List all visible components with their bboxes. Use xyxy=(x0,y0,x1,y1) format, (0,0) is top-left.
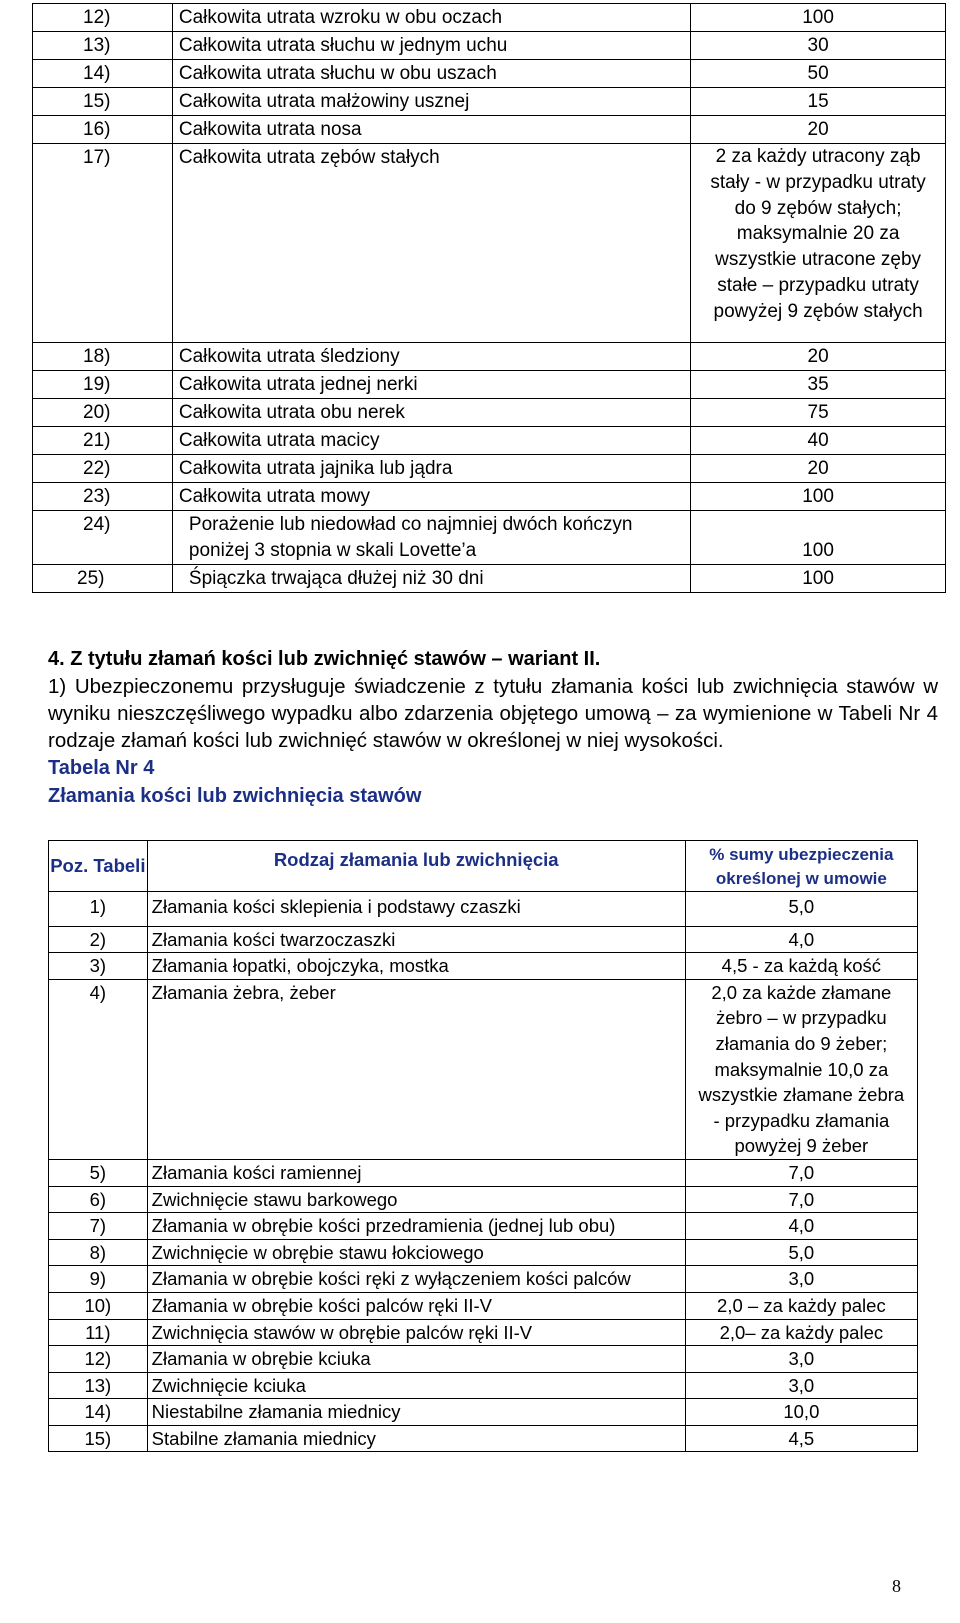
row-value: 20 xyxy=(691,454,946,482)
row-description: Złamania kości sklepienia i podstawy czaszki xyxy=(147,892,685,927)
row-value: 2,0 – za każdy palec xyxy=(685,1292,917,1319)
row-number: 13) xyxy=(33,32,173,60)
row-value: 3,0 xyxy=(685,1346,917,1373)
section-paragraph: 1) Ubezpieczonemu przysługuje świadczenie z tytułu złamania kości lub zwichnięcia stawów w wyniku nieszczęśliwego wypadku albo zdarzenia objętego umową – za wymienione w Tabeli Nr 4 rodzaje złamań kości lub zwichnięć stawów w określonej w niej wysokości. xyxy=(48,675,938,752)
table-row xyxy=(33,342,946,370)
row-number: 20) xyxy=(33,398,173,426)
row-description: Złamania łopatki, obojczyka, mostka xyxy=(147,953,685,980)
table-row xyxy=(49,1186,918,1213)
row-value: 50 xyxy=(691,60,946,88)
table-row xyxy=(49,926,918,953)
table-label: Tabela Nr 4 xyxy=(48,757,155,779)
row-value: 100 xyxy=(691,510,946,564)
table-row xyxy=(33,482,946,510)
row-value: 4,0 xyxy=(685,926,917,953)
row-value: 4,5 xyxy=(685,1425,917,1452)
row-description: Całkowita utrata śledziony xyxy=(172,342,690,370)
row-description: Całkowita utrata mowy xyxy=(172,482,690,510)
row-description: Zwichnięcie w obrębie stawu łokciowego xyxy=(147,1239,685,1266)
row-number: 16) xyxy=(33,116,173,144)
row-value: 10,0 xyxy=(685,1399,917,1426)
row-number: 5) xyxy=(49,1159,148,1186)
row-number: 15) xyxy=(49,1425,148,1452)
row-value: 5,0 xyxy=(685,1239,917,1266)
row-description: Zwichnięcia stawów w obrębie palców ręki II-V xyxy=(147,1319,685,1346)
row-number: 14) xyxy=(49,1399,148,1426)
table-row xyxy=(33,398,946,426)
row-description: Całkowita utrata obu nerek xyxy=(172,398,690,426)
row-value: 30 xyxy=(691,32,946,60)
table-row xyxy=(49,1239,918,1266)
table-row xyxy=(33,426,946,454)
row-description: Całkowita utrata zębów stałych xyxy=(172,144,690,343)
table-row xyxy=(33,510,946,564)
row-value: 7,0 xyxy=(685,1159,917,1186)
row-number: 18) xyxy=(33,342,173,370)
row-description: Zwichnięcie kciuka xyxy=(147,1372,685,1399)
injury-table-continued xyxy=(32,3,946,593)
table-row xyxy=(49,1292,918,1319)
row-value: 2,0 za każde złamane żebro – w przypadku złamania do 9 żeber; maksymalnie 10,0 za wszystkie złamane żebra - przypadku złamania powyżej 9 żeber xyxy=(685,979,917,1159)
row-number: 15) xyxy=(33,88,173,116)
row-number: 3) xyxy=(49,953,148,980)
table-row xyxy=(49,979,918,1159)
table-row xyxy=(33,4,946,32)
page-number: 8 xyxy=(892,1576,901,1596)
table-title: Złamania kości lub zwichnięcia stawów xyxy=(48,785,422,807)
row-number: 2) xyxy=(49,926,148,953)
row-value: 2,0– za każdy palec xyxy=(685,1319,917,1346)
row-number: 19) xyxy=(33,370,173,398)
table-row xyxy=(49,1399,918,1426)
row-description: Całkowita utrata słuchu w obu uszach xyxy=(172,60,690,88)
row-number: 25) xyxy=(33,564,173,592)
row-value: 3,0 xyxy=(685,1372,917,1399)
row-number: 7) xyxy=(49,1213,148,1240)
row-description: Całkowita utrata słuchu w jednym uchu xyxy=(172,32,690,60)
table-row xyxy=(49,1425,918,1452)
row-number: 10) xyxy=(49,1292,148,1319)
table-row xyxy=(49,1372,918,1399)
row-description: Złamania żebra, żeber xyxy=(147,979,685,1159)
header-percent: % sumy ubezpieczenia określonej w umowie xyxy=(685,841,917,892)
row-value: 5,0 xyxy=(685,892,917,927)
table-row xyxy=(33,88,946,116)
row-value: 20 xyxy=(691,342,946,370)
row-number: 6) xyxy=(49,1186,148,1213)
row-description: Złamania w obrębie kciuka xyxy=(147,1346,685,1373)
table-row xyxy=(33,144,946,343)
table-row xyxy=(49,892,918,927)
row-description: Stabilne złamania miednicy xyxy=(147,1425,685,1452)
row-description: Porażenie lub niedowład co najmniej dwóch kończyn poniżej 3 stopnia w skali Lovette’a xyxy=(172,510,690,564)
row-value: 100 xyxy=(691,564,946,592)
row-number: 22) xyxy=(33,454,173,482)
row-value: 4,0 xyxy=(685,1213,917,1240)
table-row xyxy=(49,1346,918,1373)
row-number: 1) xyxy=(49,892,148,927)
row-number: 8) xyxy=(49,1239,148,1266)
row-description: Zwichnięcie stawu barkowego xyxy=(147,1186,685,1213)
row-number: 17) xyxy=(33,144,173,343)
header-position: Poz. Tabeli xyxy=(49,841,148,892)
row-number: 21) xyxy=(33,426,173,454)
row-description: Całkowita utrata jajnika lub jądra xyxy=(172,454,690,482)
section-4 xyxy=(48,645,938,810)
row-description: Całkowita utrata nosa xyxy=(172,116,690,144)
row-value: 20 xyxy=(691,116,946,144)
row-number: 4) xyxy=(49,979,148,1159)
row-number: 14) xyxy=(33,60,173,88)
table-row xyxy=(33,454,946,482)
table-row xyxy=(49,953,918,980)
table-row xyxy=(49,1266,918,1293)
row-value: 2 za każdy utracony ząb stały - w przypadku utraty do 9 zębów stałych; maksymalnie 20 za wszystkie utracone zęby stałe – przypadku utraty powyżej 9 zębów stałych xyxy=(691,144,946,343)
row-value: 75 xyxy=(691,398,946,426)
table-row xyxy=(33,116,946,144)
row-value: 15 xyxy=(691,88,946,116)
row-number: 9) xyxy=(49,1266,148,1293)
table-row xyxy=(49,1319,918,1346)
table-row xyxy=(33,32,946,60)
row-description: Całkowita utrata wzroku w obu oczach xyxy=(172,4,690,32)
row-description: Złamania w obrębie kości ręki z wyłączeniem kości palców xyxy=(147,1266,685,1293)
row-number: 24) xyxy=(33,510,173,564)
row-number: 11) xyxy=(49,1319,148,1346)
table-row xyxy=(49,1213,918,1240)
fracture-table xyxy=(48,840,918,1452)
row-value: 40 xyxy=(691,426,946,454)
table-row xyxy=(33,370,946,398)
row-value: 3,0 xyxy=(685,1266,917,1293)
row-number: 12) xyxy=(49,1346,148,1373)
header-type: Rodzaj złamania lub zwichnięcia xyxy=(147,841,685,892)
row-number: 13) xyxy=(49,1372,148,1399)
row-number: 12) xyxy=(33,4,173,32)
table-row xyxy=(33,564,946,592)
row-description: Całkowita utrata macicy xyxy=(172,426,690,454)
row-description: Złamania kości ramiennej xyxy=(147,1159,685,1186)
row-description: Złamania kości twarzoczaszki xyxy=(147,926,685,953)
row-value: 100 xyxy=(691,482,946,510)
row-number: 23) xyxy=(33,482,173,510)
row-description: Złamania w obrębie kości przedramienia (jednej lub obu) xyxy=(147,1213,685,1240)
row-value: 35 xyxy=(691,370,946,398)
row-value: 100 xyxy=(691,4,946,32)
row-value: 4,5 - za każdą kość xyxy=(685,953,917,980)
section-heading: 4. Z tytułu złamań kości lub zwichnięć stawów – wariant II. xyxy=(48,648,601,670)
row-description: Całkowita utrata małżowiny usznej xyxy=(172,88,690,116)
row-description: Niestabilne złamania miednicy xyxy=(147,1399,685,1426)
table-row xyxy=(33,60,946,88)
row-value: 7,0 xyxy=(685,1186,917,1213)
row-description: Śpiączka trwająca dłużej niż 30 dni xyxy=(172,564,690,592)
table-row xyxy=(49,1159,918,1186)
row-description: Złamania w obrębie kości palców ręki II-V xyxy=(147,1292,685,1319)
row-description: Całkowita utrata jednej nerki xyxy=(172,370,690,398)
